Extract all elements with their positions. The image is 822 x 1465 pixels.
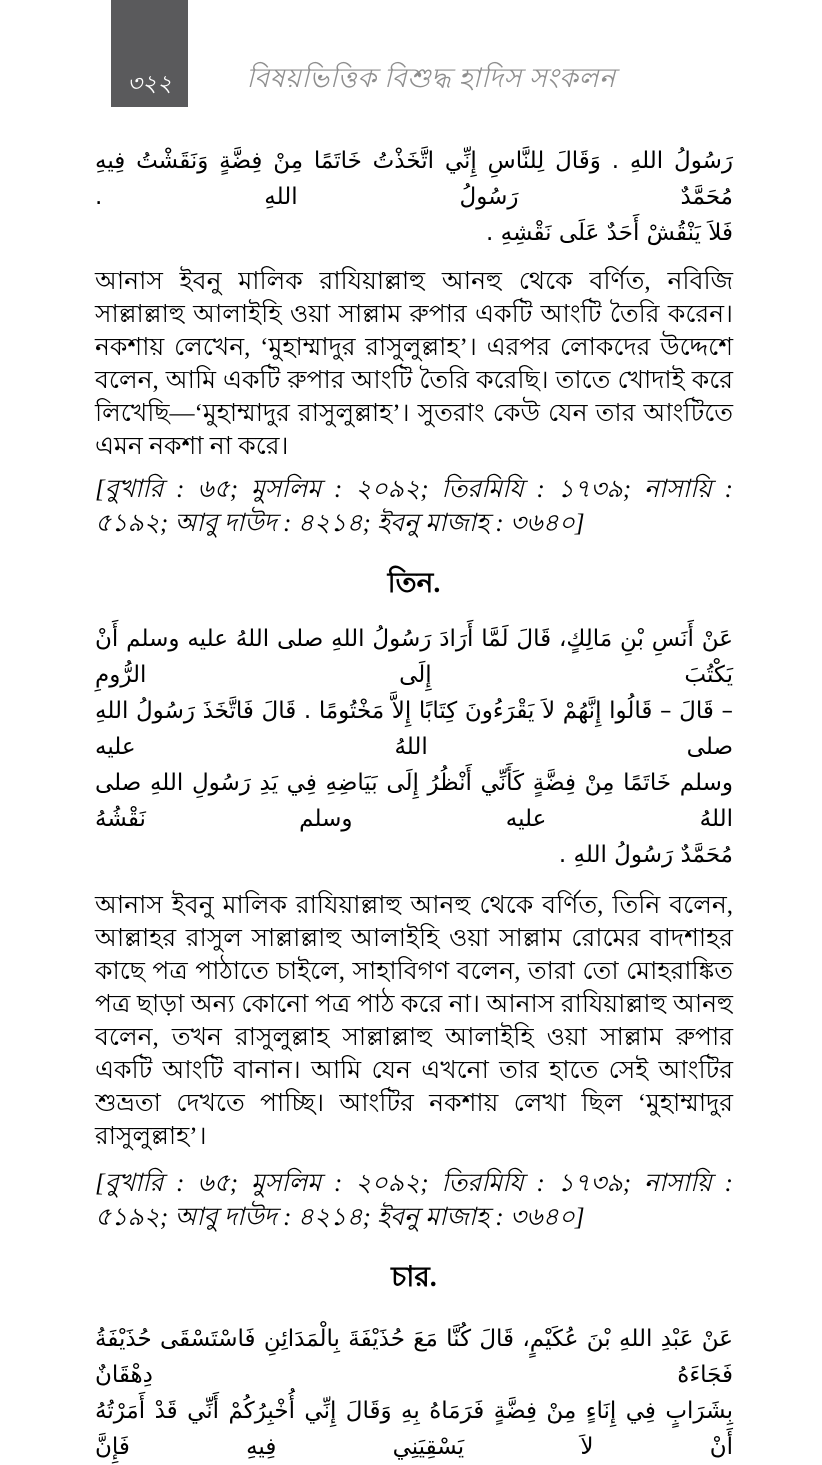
arabic-line: – قَالَ – قَالُوا إِنَّهُمْ لاَ يَقْرَءُونَ كِتَابًا إِلاَّ مَخْتُومًا . قَالَ فَاتَّخَذَ رَسُولُ اللهِ صلى اللهُ عليه <box>95 698 733 760</box>
arabic-line: مُحَمَّدٌ رَسُولُ اللهِ . <box>558 842 733 868</box>
hadith-2-references: [বুখারি : ৬৫; মুসলিম : ২০৯২; তিরমিযি : ১৭৩৯; নাসায়ি : ৫১৯২; আবু দাউদ : ৪২১৪; ইবনু মাজাহ : ৩৬৪০] <box>95 476 733 537</box>
hadith-4-arabic-text <box>95 1321 733 1465</box>
hadith-3-arabic-text <box>95 621 733 873</box>
section-heading-three: তিন. <box>387 568 441 599</box>
running-title: বিষয়ভিত্তিক বিশুদ্ধ হাদিস সংকলন <box>246 63 616 93</box>
hadith-2-translation: আনাস ইবনু মালিক রাযিয়াল্লাহু আনহু থেকে বর্ণিত, নবিজি সাল্লাল্লাহু আলাইহি ওয়া সাল্লাম রুপার একটি আংটি তৈরি করেন। নকশায় লেখেন, ‘মুহাম্মাদুর রাসুলুল্লাহ’। এরপর লোকদের উদ্দেশে বলেন, আমি একটি রুপার আংটি তৈরি করেছি। তাতে খোদাই করে লিখেছি—‘মুহাম্মাদুর রাসুলুল্লাহ’। সুতরাং কেউ যেন তার আংটিতে এমন নকশা না করে। <box>95 268 733 460</box>
hadith-3-translation: আনাস ইবনু মালিক রাযিয়াল্লাহু আনহু থেকে বর্ণিত, তিনি বলেন, আল্লাহর রাসুল সাল্লাল্লাহু আলাইহি ওয়া সাল্লাম রোমের বাদশাহর কাছে পত্র পাঠাতে চাইলে, সাহাবিগণ বলেন, তারা তো মোহরাঙ্কিত পত্র ছাড়া অন্য কোনো পত্র পাঠ করে না। আনাস রাযিয়াল্লাহু আনহু বলেন, তখন রাসুলুল্লাহ সাল্লাল্লাহু আলাইহি ওয়া সাল্লাম রুপার একটি আংটি বানান। আমি যেন এখনো তার হাতে সেই আংটির শুভ্রতা দেখতে পাচ্ছি। আংটির নকশায় লেখা ছিল ‘মুহাম্মাদুর রাসুলুল্লাহ’। <box>95 892 733 1150</box>
section-heading-four: চার. <box>391 1262 437 1293</box>
page-number: ৩২২ <box>127 71 172 96</box>
arabic-line: وسلم خَاتَمًا مِنْ فِضَّةٍ كَأَنِّي أَنْظُرُ إِلَى بَيَاضِهِ فِي يَدِ رَسُولِ اللهِ صلى اللهُ عليه وسلم نَقْشُهُ <box>95 770 733 832</box>
arabic-line: فَلاَ يَنْقُشْ أَحَدٌ عَلَى نَقْشِهِ . <box>486 220 733 246</box>
arabic-line: رَسُولُ اللهِ . وَقَالَ لِلنَّاسِ إِنِّي اتَّخَذْتُ خَاتَمًا مِنْ فِضَّةٍ وَنَقَشْتُ فِيهِ مُحَمَّدٌ رَسُولُ اللهِ . <box>95 148 733 210</box>
arabic-line: عَنْ أَنَسِ بْنِ مَالِكٍ، قَالَ لَمَّا أَرَادَ رَسُولُ اللهِ صلى اللهُ عليه وسلم أَنْ يَكْتُبَ إِلَى الرُّومِ <box>95 626 733 688</box>
arabic-line: بِشَرَابٍ فِي إِنَاءٍ مِنْ فِضَّةٍ فَرَمَاهُ بِهِ وَقَالَ إِنِّي أُخْبِرُكُمْ أَنِّي قَدْ أَمَرْتُهُ أَنْ لاَ يَسْقِيَنِي فِيهِ فَإِنَّ <box>95 1398 733 1460</box>
arabic-line: عَنْ عَبْدِ اللهِ بْنَ عُكَيْمٍ، قَالَ كُنَّا مَعَ حُذَيْفَةَ بِالْمَدَائِنِ فَاسْتَسْقَى حُذَيْفَةُ فَجَاءَهُ دِهْقَانٌ <box>95 1326 733 1388</box>
hadith-3-references: [বুখারি : ৬৫; মুসলিম : ২০৯২; তিরমিযি : ১৭৩৯; নাসায়ি : ৫১৯২; আবু দাউদ : ৪২১৪; ইবনু মাজাহ : ৩৬৪০] <box>95 1170 733 1231</box>
page-content <box>95 107 733 1465</box>
hadith-2-arabic-text <box>95 143 733 251</box>
